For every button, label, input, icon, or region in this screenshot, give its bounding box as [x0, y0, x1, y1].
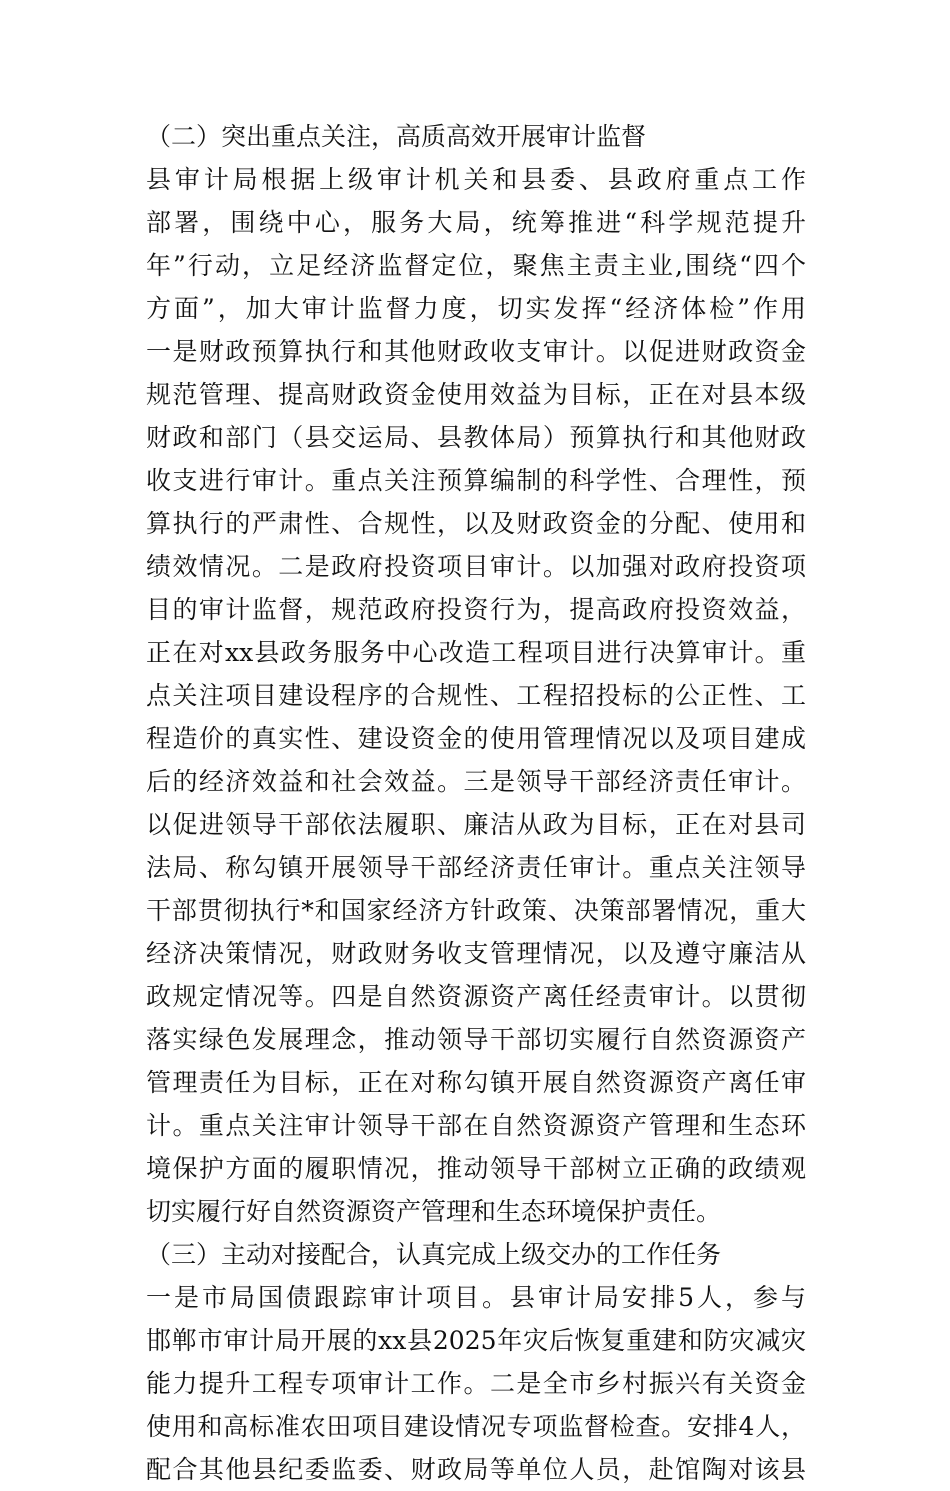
paragraph-line: 点关注项目建设程序的合规性、工程招投标的公正性、工 — [146, 681, 806, 710]
paragraph-line: 配合其他县纪委监委、财政局等单位人员，赴馆陶对该县 — [146, 1455, 806, 1484]
section-heading-3: （三）主动对接配合，认真完成上级交办的工作任务 — [146, 1240, 722, 1269]
section-heading-2: （二）突出重点关注，高质高效开展审计监督 — [146, 122, 647, 151]
paragraph-line: 落实绿色发展理念，推动领导干部切实履行自然资源资产 — [146, 1025, 806, 1054]
paragraph-line: 目的审计监督，规范政府投资行为，提高政府投资效益， — [146, 595, 806, 624]
paragraph-line: 年”行动，立足经济监督定位，聚焦主责主业,围绕“四个 — [146, 251, 806, 280]
paragraph-line: 后的经济效益和社会效益。三是领导干部经济责任审计。 — [146, 767, 806, 796]
paragraph-line: 部署，围绕中心，服务大局，统筹推进“科学规范提升 — [146, 208, 806, 237]
paragraph-line: 管理责任为目标，正在对称勾镇开展自然资源资产离任审 — [146, 1068, 806, 1097]
paragraph-line: 切实履行好自然资源资产管理和生态环境保护责任。 — [146, 1197, 722, 1226]
paragraph-line: 正在对xx县政务服务中心改造工程项目进行决算审计。重 — [146, 638, 806, 667]
paragraph-line: 收支进行审计。重点关注预算编制的科学性、合理性，预 — [146, 466, 806, 495]
paragraph-line: 算执行的严肃性、合规性，以及财政资金的分配、使用和 — [146, 509, 806, 538]
paragraph-line: 程造价的真实性、建设资金的使用管理情况以及项目建成 — [146, 724, 806, 753]
paragraph-line: 规范管理、提高财政资金使用效益为目标，正在对县本级 — [146, 380, 806, 409]
paragraph-line: 政规定情况等。四是自然资源资产离任经责审计。以贯彻 — [146, 982, 806, 1011]
document-page — [146, 115, 806, 1491]
paragraph-line: 境保护方面的履职情况，推动领导干部树立正确的政绩观 — [146, 1154, 806, 1183]
paragraph-line: 财政和部门（县交运局、县教体局）预算执行和其他财政 — [146, 423, 806, 452]
paragraph-line: 方面”，加大审计监督力度，切实发挥“经济体检”作用 — [146, 294, 806, 323]
paragraph-line: 一是市局国债跟踪审计项目。县审计局安排5人，参与 — [146, 1283, 806, 1312]
paragraph-line: 能力提升工程专项审计工作。二是全市乡村振兴有关资金 — [146, 1369, 806, 1398]
paragraph-line: 绩效情况。二是政府投资项目审计。以加强对政府投资项 — [146, 552, 806, 581]
paragraph-line: 邯郸市审计局开展的xx县2025年灾后恢复重建和防灾减灾 — [146, 1326, 806, 1355]
paragraph-line: 经济决策情况，财政财务收支管理情况，以及遵守廉洁从 — [146, 939, 806, 968]
paragraph-line: 法局、称勾镇开展领导干部经济责任审计。重点关注领导 — [146, 853, 806, 882]
paragraph-line: 一是财政预算执行和其他财政收支审计。以促进财政资金 — [146, 337, 806, 366]
paragraph-line: 以促进领导干部依法履职、廉洁从政为目标，正在对县司 — [146, 810, 806, 839]
paragraph-line: 计。重点关注审计领导干部在自然资源资产管理和生态环 — [146, 1111, 806, 1140]
paragraph-line: 县审计局根据上级审计机关和县委、县政府重点工作 — [146, 165, 806, 194]
paragraph-line: 使用和高标准农田项目建设情况专项监督检查。安排4人， — [146, 1412, 806, 1441]
paragraph-line: 干部贯彻执行*和国家经济方针政策、决策部署情况，重大 — [146, 896, 806, 925]
